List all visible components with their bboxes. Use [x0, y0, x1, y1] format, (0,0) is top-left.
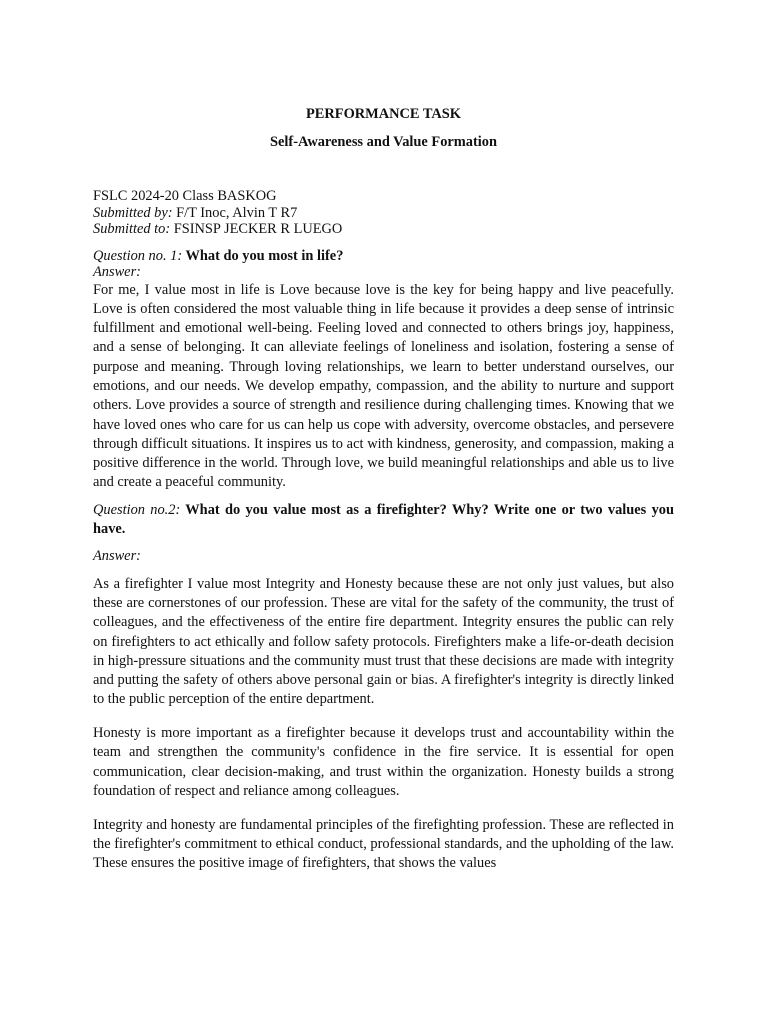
page-subtitle: Self-Awareness and Value Formation	[270, 134, 497, 150]
question-2-text: What do you value most as a firefighter? Why? Write one or two values you have.	[93, 501, 674, 538]
answer-1-label: Answer:	[93, 264, 141, 280]
submission-info	[93, 188, 674, 238]
answer-2-paragraph: As a firefighter I value most Integrity and Honesty because these are not only just values, but also these are cornerstones of our profession. These are vital for the safety of the community, the trust of colleagues, and the effectiveness of the entire fire department. Integrity ensures the public can rely on firefighters to act ethically and follow safety protocols. Firefighters make a life-or-death decision in high-pressure situations and the community must trust that these decisions are made with integrity and putting the safety of others above personal gain or bias. A firefighter's integrity is directly linked to the public perception of the entire department.	[93, 575, 674, 708]
answer-2-paragraph: Honesty is more important as a firefighter because it develops trust and accountability within the team and strengthen the community's confidence in the fire service. It is essential for open communication, clear decision-making, and trust within the organization. Honesty builds a strong foundation of respect and reliance among colleagues.	[93, 725, 674, 800]
submitted-by-line	[93, 205, 674, 222]
question-2-line	[93, 501, 674, 540]
question-1	[93, 248, 674, 281]
page-title: PERFORMANCE TASK	[306, 106, 461, 122]
submitted-to-label: Submitted to:	[93, 221, 171, 237]
question-1-label: Question no. 1:	[93, 247, 183, 264]
document-page	[93, 104, 674, 888]
question-2-label: Question no.2:	[93, 501, 181, 518]
question-1-text: What do you most in life?	[182, 247, 344, 264]
answer-2-paragraph: Integrity and honesty are fundamental principles of the firefighting profession. These are reflected in the firefighter's commitment to ethical conduct, professional standards, and the upholding of the law. These ensures the positive image of firefighters, that shows the values	[93, 816, 674, 872]
submitted-to-line	[93, 221, 674, 238]
class-line: FSLC 2024-20 Class BASKOG	[93, 188, 277, 204]
submitted-to-value: FSINSP JECKER R LUEGO	[170, 221, 343, 237]
submitted-by-label: Submitted by:	[93, 204, 173, 221]
submitted-by-value: F/T Inoc, Alvin T R7	[172, 204, 298, 221]
question-1-line	[93, 248, 674, 265]
answer-1-text: For me, I value most in life is Love because love is the key for being happy and live peacefully. Love is often considered the most valuable thing in life because it provides a deep sense of intrinsic fulfillment and emotional well-being. Feeling loved and connected to others brings joy, happiness, and a sense of belonging. It can alleviate feelings of loneliness and isolation, fostering a sense of purpose and meaning. Through loving relationships, we learn to better understand ourselves, our emotions, and our needs. We develop empathy, compassion, and the ability to nurture and support others. Love provides a source of strength and resilience during challenging times. Knowing that we have loved ones who care for us can help us cope with adversity, overcome obstacles, and persevere through difficult situations. It inspires us to act with kindness, generosity, and compassion, making a positive difference in the world. Through love, we build meaningful relationships and able us to live and create a peaceful community.	[93, 281, 674, 491]
answer-2-label: Answer:	[93, 548, 141, 565]
